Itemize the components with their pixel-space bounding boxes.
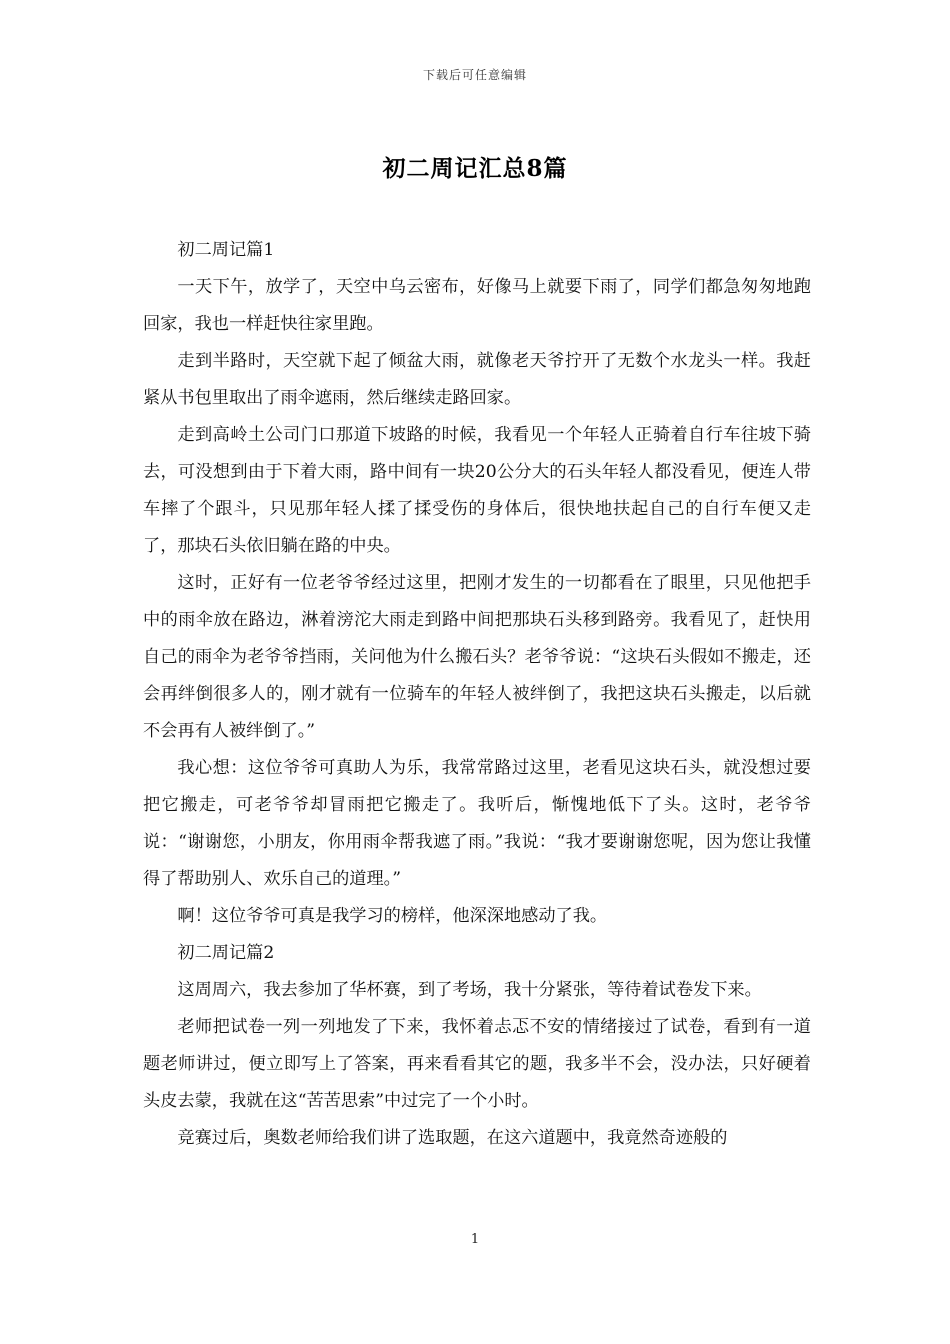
document-title: 初二周记汇总8篇: [382, 155, 568, 182]
paragraph: 竞赛过后，奥数老师给我们讲了选取题，在这六道题中，我竟然奇迹般的: [177, 1128, 728, 1148]
paragraph: 老师把试卷一列一列地发了下来，我怀着忐忑不安的情绪接过了试卷，看到有一道题老师讲过，便立即写上了答案，再来看看其它的题，我多半不会，没办法，只好硬着头皮去蒙，我就在这“苦苦思索”中过完了一个小时。: [143, 1017, 811, 1111]
paragraph: 走到高岭土公司门口那道下坡路的时候，我看见一个年轻人正骑着自行车往坡下骑去，可没想到由于下着大雨，路中间有一块20公分大的石头年轻人都没看见，便连人带车摔了个跟斗，只见那年轻人揉了揉受伤的身体后，很快地扶起自己的自行车便又走了，那块石头依旧躺在路的中央。: [143, 425, 811, 556]
page-number: 1: [470, 1232, 480, 1247]
paragraph: 这时，正好有一位老爷爷经过这里，把刚才发生的一切都看在了眼里，只见他把手中的雨伞放在路边，淋着滂沱大雨走到路中间把那块石头移到路旁。我看见了，赶快用自己的雨伞为老爷爷挡雨，关问他为什么搬石头？老爷爷说：“这块石头假如不搬走，还会再绊倒很多人的，刚才就有一位骑车的年轻人被绊倒了，我把这块石头搬走，以后就不会再有人被绊倒了。”: [143, 573, 811, 741]
paragraph: 啊！这位爷爷可真是我学习的榜样，他深深地感动了我。: [177, 906, 608, 926]
section-heading: 初二周记篇1: [177, 240, 275, 260]
paragraph: 走到半路时，天空就下起了倾盆大雨，就像老天爷拧开了无数个水龙头一样。我赶紧从书包里取出了雨伞遮雨，然后继续走路回家。: [143, 351, 811, 408]
paragraph: 一天下午，放学了，天空中乌云密布，好像马上就要下雨了，同学们都急匆匆地跑回家，我也一样赶快往家里跑。: [143, 277, 811, 334]
section-heading: 初二周记篇2: [177, 943, 275, 963]
document-body: [143, 232, 811, 1157]
paragraph: 这周周六，我去参加了华杯赛，到了考场，我十分紧张，等待着试卷发下来。: [177, 980, 762, 1000]
header-note: 下载后可任意编辑: [422, 68, 527, 82]
paragraph: 我心想：这位爷爷可真助人为乐，我常常路过这里，老看见这块石头，就没想过要把它搬走，可老爷爷却冒雨把它搬走了。我听后，惭愧地低下了头。这时，老爷爷说：“谢谢您，小朋友，你用雨伞帮我遮了雨。”我说：“我才要谢谢您呢，因为您让我懂得了帮助别人、欢乐自己的道理。”: [143, 758, 811, 889]
